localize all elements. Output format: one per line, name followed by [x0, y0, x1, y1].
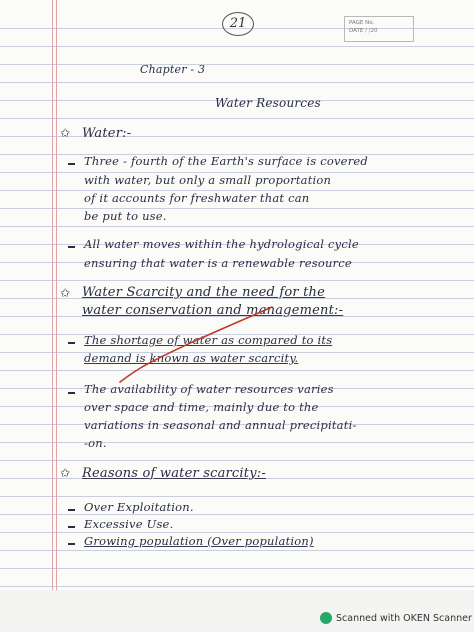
date-row	[349, 27, 409, 35]
section-heading-line: water conservation and management:-	[82, 303, 344, 318]
point-line: All water moves within the hydrological cycle	[84, 237, 359, 251]
dash-bullet	[68, 246, 75, 248]
point-line: The shortage of water as compared to its	[84, 333, 333, 347]
point-line: variations in seasonal and annual precipitati-	[84, 418, 357, 432]
dash-bullet	[68, 342, 75, 344]
point-line: be put to use.	[84, 209, 167, 223]
reason-item: Growing population (Over population)	[84, 534, 314, 548]
page-no-label: PAGE No.	[349, 20, 375, 26]
page-title: Water Resources	[215, 96, 321, 110]
margin-line	[56, 0, 57, 590]
scanner-logo-icon	[320, 612, 332, 624]
date-value: / /20	[365, 28, 378, 34]
reason-item: Excessive Use.	[84, 517, 174, 531]
dash-bullet	[68, 163, 75, 165]
point-line: ensuring that water is a renewable resource	[84, 256, 352, 270]
date-label: DATE	[349, 28, 364, 34]
red-pen-mark	[112, 305, 292, 385]
section-heading-water: Water:-	[82, 126, 132, 141]
page-number: 21	[222, 12, 254, 36]
point-line: over space and time, mainly due to the	[84, 400, 319, 414]
point-line: -on.	[84, 436, 107, 450]
scanner-watermark: Scanned with OKEN Scanner	[336, 613, 472, 624]
reason-item: Over Exploitation.	[84, 500, 194, 514]
point-line: with water, but only a small proportation	[84, 173, 332, 187]
point-line: Three - fourth of the Earth's surface is covered	[84, 154, 368, 168]
margin-line	[52, 0, 53, 590]
star-bullet-icon: ✩	[60, 126, 71, 140]
chapter-label: Chapter - 3	[140, 63, 206, 76]
page-date-box	[344, 16, 414, 42]
star-bullet-icon: ✩	[60, 286, 71, 300]
point-line: of it accounts for freshwater that can	[84, 191, 310, 205]
point-line: The availability of water resources varies	[84, 382, 334, 396]
dash-bullet	[68, 392, 75, 394]
point-line: demand is known as water scarcity.	[84, 351, 299, 365]
star-bullet-icon: ✩	[60, 466, 71, 480]
dash-bullet	[68, 526, 75, 528]
section-heading-line: Water Scarcity and the need for the	[82, 285, 326, 300]
section-heading-reasons: Reasons of water scarcity:-	[82, 466, 266, 481]
dash-bullet	[68, 509, 75, 511]
dash-bullet	[68, 543, 75, 545]
